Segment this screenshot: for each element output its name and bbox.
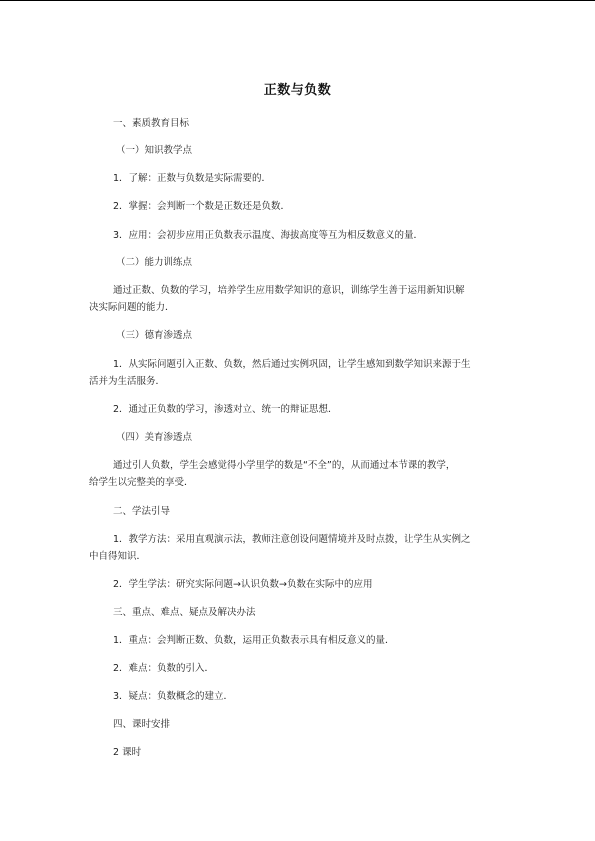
item-teaching-method-line-1: 1．教学方法：采用直观演示法，教师注意创设问题情境并及时点拨，让学生从实例之 <box>113 534 471 545</box>
subsection-knowledge-points: （一）知识教学点 <box>116 145 193 156</box>
section-heading-class-hours: 四、课时安排 <box>113 719 171 730</box>
item-difficult-point: 2．难点：负数的引入． <box>113 663 215 674</box>
item-teaching-method-line-2: 中自得知识． <box>89 551 147 562</box>
paragraph-ability-line-1: 通过正数、负数的学习，培养学生应用数学知识的意识，训练学生善于运用新知识解 <box>113 285 465 296</box>
section-heading-key-points: 三、重点、难点、疑点及解决办法 <box>113 607 256 618</box>
subsection-moral-education: （三）德育渗透点 <box>116 330 193 341</box>
paragraph-ability-line-2: 决实际问题的能力． <box>89 302 175 313</box>
item-understand: 1．了解：正数与负数是实际需要的． <box>113 173 272 184</box>
section-heading-learning-guidance: 二、学法引导 <box>113 506 171 517</box>
paragraph-aesthetic-line-2: 给学生以完整美的享受． <box>89 477 194 488</box>
item-key-point: 1．重点：会判断正数、负数，运用正负数表示具有相反意义的量． <box>113 635 395 646</box>
section-heading-quality-goals: 一、素质教育目标 <box>113 118 190 129</box>
item-moral-1-line-2: 活并为生活服务． <box>89 376 166 387</box>
item-doubtful-point: 3．疑点：负数概念的建立． <box>113 691 234 702</box>
class-hours-value: 2 课时 <box>113 747 142 758</box>
item-apply: 3．应用：会初步应用正负数表示温度、海拔高度等互为相反数意义的量． <box>113 230 424 241</box>
document-title: 正数与负数 <box>263 83 332 98</box>
subsection-ability-training: （二）能力训练点 <box>116 257 193 268</box>
item-student-method: 2．学生学法：研究实际问题→认识负数→负数在实际中的应用 <box>113 579 373 590</box>
item-moral-1-line-1: 1．从实际问题引入正数、负数，然后通过实例巩固，让学生感知到数学知识来源于生 <box>113 359 471 370</box>
item-moral-2: 2．通过正负数的学习，渗透对立、统一的辩证思想． <box>113 404 338 415</box>
subsection-aesthetic-education: （四）美育渗透点 <box>116 432 193 443</box>
item-master: 2．掌握：会判断一个数是正数还是负数． <box>113 201 291 212</box>
paragraph-aesthetic-line-1: 通过引人负数，学生会感觉得小学里学的数是“不全”的，从而通过本节课的教学， <box>113 460 456 471</box>
